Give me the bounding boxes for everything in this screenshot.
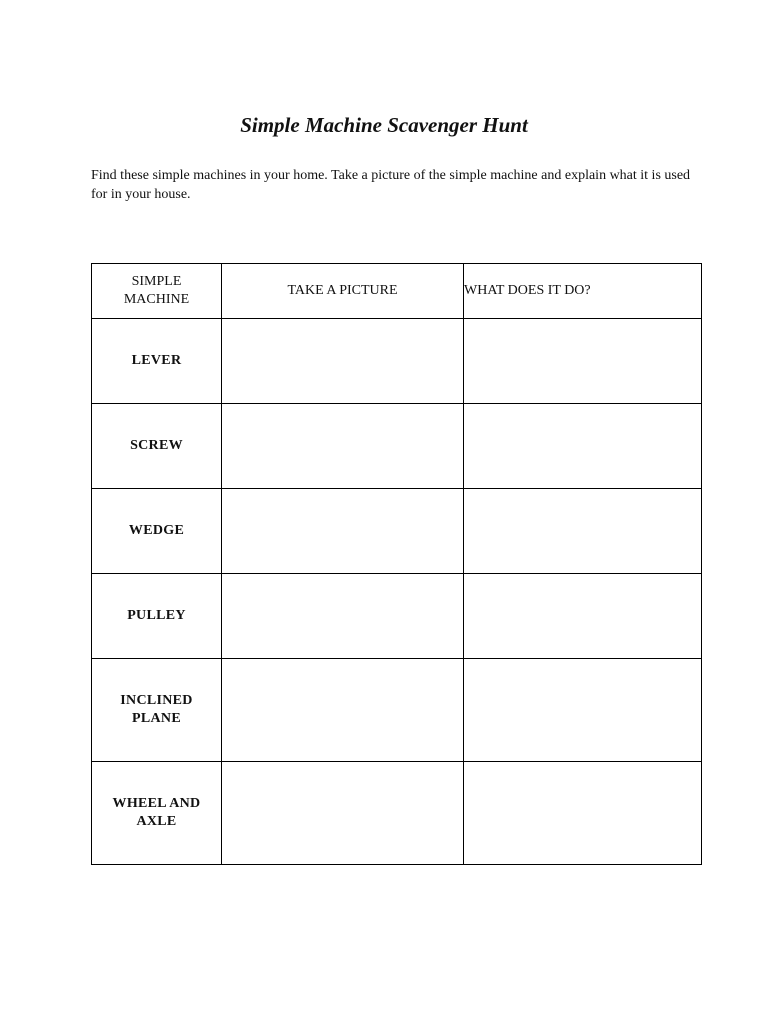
- picture-cell[interactable]: [222, 404, 464, 489]
- what-does-it-do-cell[interactable]: [464, 762, 702, 865]
- what-does-it-do-cell[interactable]: [464, 489, 702, 574]
- picture-cell[interactable]: [222, 319, 464, 404]
- table-row-wedge: [92, 489, 702, 574]
- what-does-it-do-cell[interactable]: [464, 574, 702, 659]
- machine-name-cell: WEDGE: [92, 489, 222, 574]
- machine-name-cell: LEVER: [92, 319, 222, 404]
- machine-name-cell: SCREW: [92, 404, 222, 489]
- header-take-a-picture: TAKE A PICTURE: [222, 264, 464, 319]
- table-row-wheel-and-axle: [92, 762, 702, 865]
- what-does-it-do-cell[interactable]: [464, 404, 702, 489]
- scavenger-hunt-table: [91, 263, 702, 865]
- machine-name-cell: WHEEL AND AXLE: [92, 762, 222, 865]
- machine-name-cell: PULLEY: [92, 574, 222, 659]
- picture-cell[interactable]: [222, 489, 464, 574]
- machine-name-cell: INCLINED PLANE: [92, 659, 222, 762]
- what-does-it-do-cell[interactable]: [464, 659, 702, 762]
- instructions-paragraph: Find these simple machines in your home. Take a picture of the simple machine and explain what it is used for in your house.: [91, 168, 691, 202]
- table-header-row: [92, 264, 702, 319]
- page-title: Simple Machine Scavenger Hunt: [240, 113, 528, 137]
- table-row-pulley: [92, 574, 702, 659]
- table-row-inclined-plane: [92, 659, 702, 762]
- header-what-does-it-do: WHAT DOES IT DO?: [464, 264, 702, 319]
- table-row-lever: [92, 319, 702, 404]
- picture-cell[interactable]: [222, 574, 464, 659]
- header-simple-machine: SIMPLE MACHINE: [92, 264, 222, 319]
- table-row-screw: [92, 404, 702, 489]
- picture-cell[interactable]: [222, 659, 464, 762]
- picture-cell[interactable]: [222, 762, 464, 865]
- what-does-it-do-cell[interactable]: [464, 319, 702, 404]
